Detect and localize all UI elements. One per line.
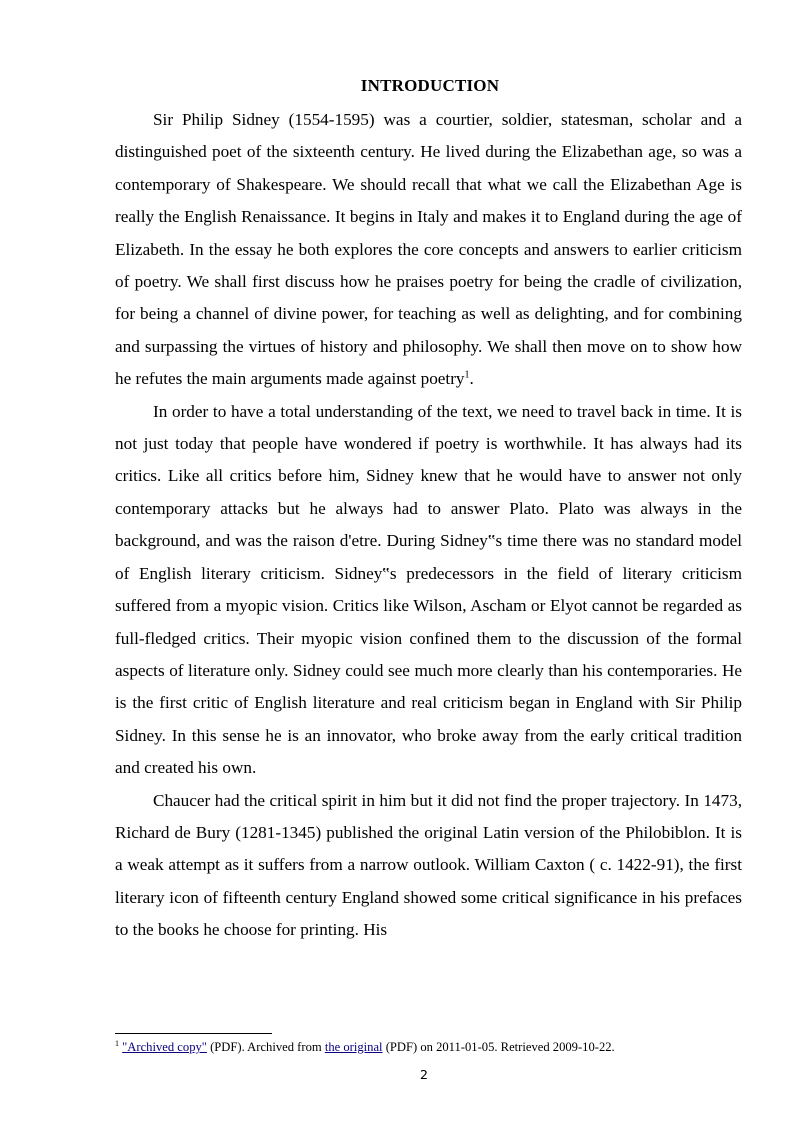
paragraph-1-end: .	[469, 369, 474, 389]
page-number: 2	[420, 1067, 428, 1082]
footnote-marker: 1	[115, 1038, 119, 1048]
footnote-text-1: (PDF). Archived from	[206, 1040, 325, 1054]
footnote-separator	[115, 1033, 272, 1034]
paragraph-3: Chaucer had the critical spirit in him but it did not find the proper trajectory. In 1473, Richard de Bury (1281-1345) published the original Latin version of the Philobiblon. It is a weak attempt as it suffers from a narrow outlook. William Caxton ( c. 1422-91), the first literary icon of fifteenth century England showed some critical significance in his prefaces to the books he choose for printing. His	[115, 790, 742, 940]
footnote	[115, 1039, 755, 1055]
section-heading: INTRODUCTION	[360, 76, 500, 95]
original-link[interactable]: the original	[324, 1040, 383, 1054]
paragraph-2: In order to have a total understanding of the text, we need to travel back in time. It is not just today that people have wondered if poetry is worthwhile. It has always had its critics. Like all critics before him, Sidney knew that he would have to answer not only contemporary attacks but he always had to answer Plato. Plato was always in the background, and was the raison d'etre. During Sidney‟s time there was no standard model of English literary criticism. Sidney‟s predecessors in the field of literary criticism suffered from a myopic vision. Critics like Wilson, Ascham or Elyot cannot be regarded as full-fledged critics. Their myopic vision confined them to the discussion of the formal aspects of literature only. Sidney could see much more clearly than his contemporaries. He is the first critic of English literature and real criticism began in England with Sir Philip Sidney. In this sense he is an innovator, who broke away from the early critical tradition and created his own.	[115, 401, 742, 778]
body-text	[115, 104, 742, 947]
footnote-text-2: (PDF) on 2011-01-05. Retrieved 2009-10-22.	[382, 1040, 615, 1054]
archived-copy-link[interactable]: "Archived copy"	[122, 1040, 207, 1054]
paragraph-1	[115, 104, 742, 396]
footnote-reference[interactable]: 1	[464, 369, 470, 381]
paragraph-1-text: Sir Philip Sidney (1554-1595) was a courtier, soldier, statesman, scholar and a distinguished poet of the sixteenth century. He lived during the Elizabethan age, so was a contemporary of Shakespeare. We should recall that what we call the Elizabethan Age is really the English Renaissance. It begins in Italy and makes it to England during the age of Elizabeth. In the essay he both explores the core concepts and answers to earlier criticism of poetry. We shall first discuss how he praises poetry for being the cradle of civilization, for being a channel of divine power, for teaching as well as delighting, and for combining and surpassing the virtues of history and philosophy. We shall then move on to show how he refutes the main arguments made against poetry	[115, 110, 742, 389]
